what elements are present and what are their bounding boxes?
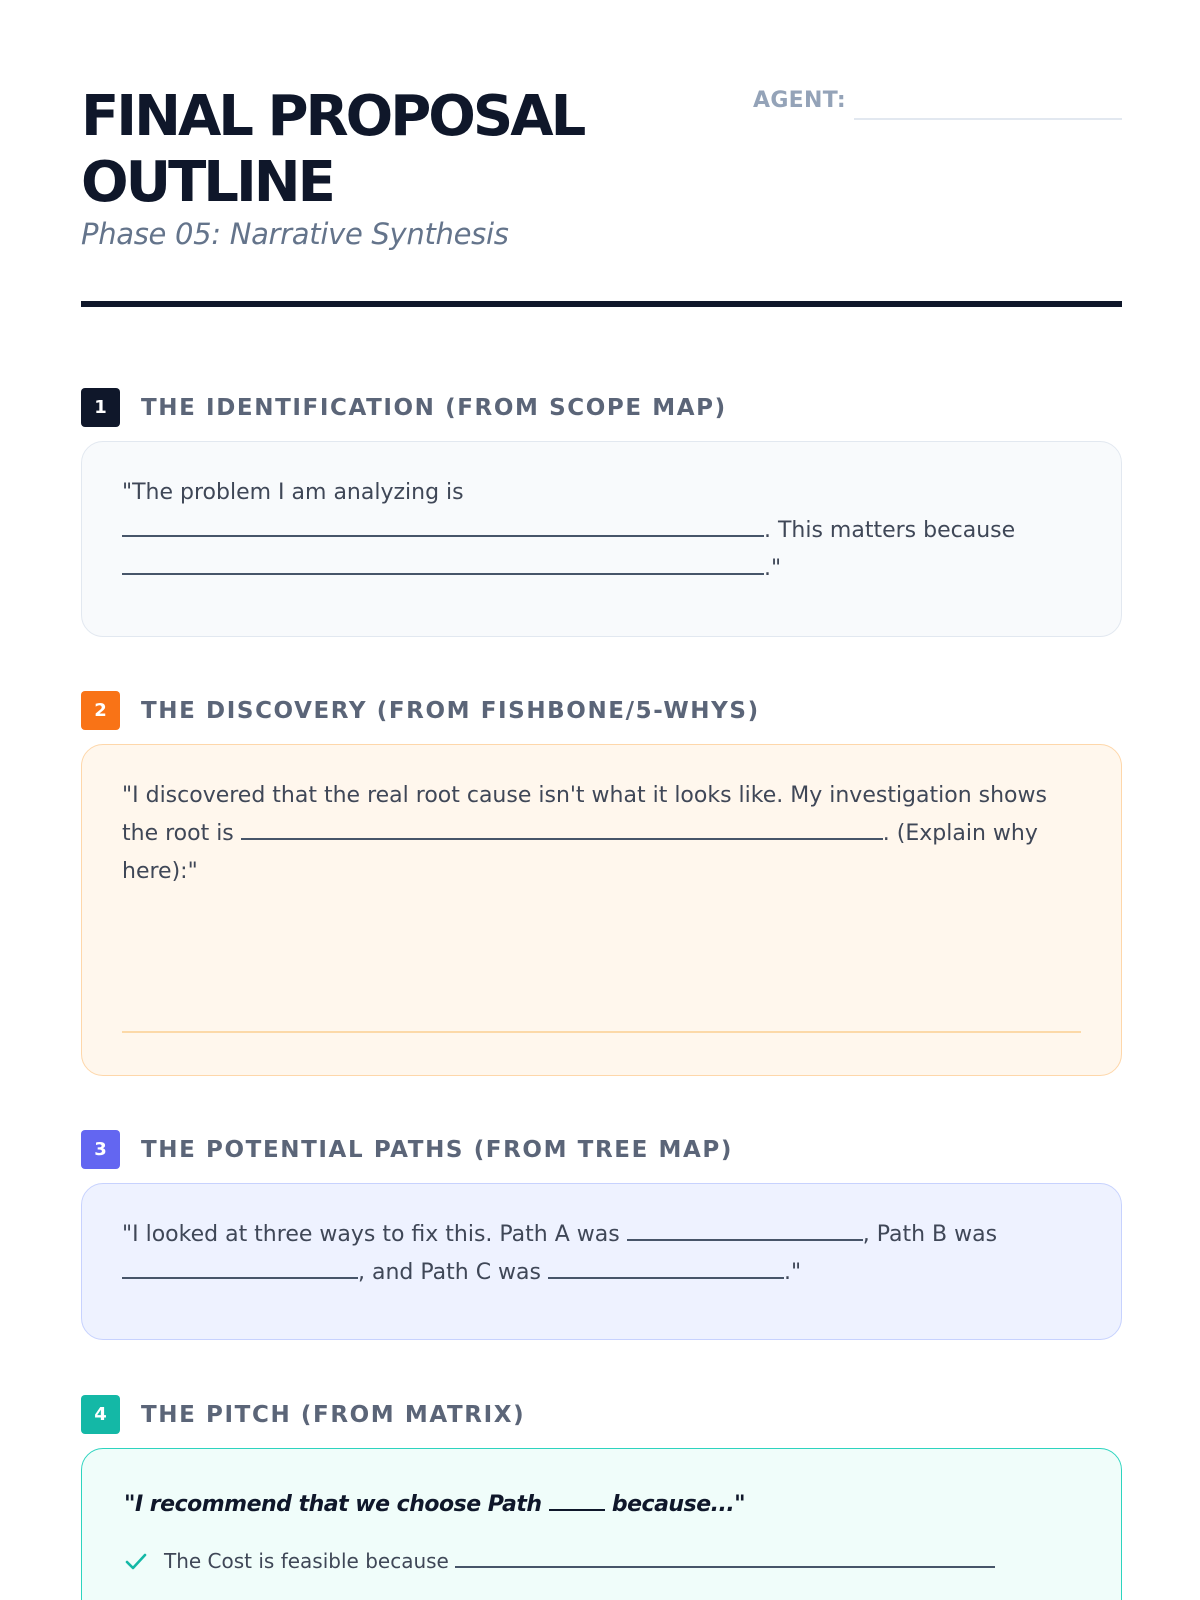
root-cause-blank[interactable] [241, 818, 883, 840]
section-number-badge: 3 [81, 1130, 120, 1169]
section-paths-header [81, 1130, 1122, 1170]
prompt-text: ." [764, 556, 782, 581]
paths-card [81, 1183, 1122, 1340]
check-icon [124, 1551, 148, 1573]
paths-prompt [122, 1216, 1081, 1292]
pitch-lead [124, 1489, 745, 1517]
prompt-text: "I discovered that the real root cause isn't what it looks like. My investigation shows the root is [122, 783, 1047, 846]
section-title: THE POTENTIAL PATHS (FROM TREE MAP) [141, 1137, 733, 1163]
section-number-badge: 2 [81, 691, 120, 730]
pitch-card [81, 1448, 1122, 1600]
prompt-text: "I looked at three ways to fix this. Path A was [122, 1222, 620, 1247]
section-number-badge: 1 [81, 388, 120, 427]
page-title [81, 84, 701, 216]
cost-reason-blank[interactable] [455, 1550, 995, 1568]
pitch-text: because..." [611, 1492, 746, 1517]
prompt-text: . This matters because [764, 518, 1016, 543]
title-line-1: FINAL PROPOSAL [81, 84, 584, 149]
cost-check-row [124, 1547, 1024, 1577]
path-a-blank[interactable] [627, 1219, 863, 1241]
section-number-badge: 4 [81, 1395, 120, 1434]
prompt-text: , Path B was [862, 1222, 998, 1247]
discovery-card [81, 744, 1122, 1076]
problem-blank[interactable] [122, 515, 764, 537]
title-line-2: OUTLINE [81, 150, 333, 215]
explanation-writing-line[interactable] [122, 1031, 1081, 1033]
pitch-text: "I recommend that we choose Path [124, 1492, 542, 1517]
section-discovery-header [81, 691, 1122, 731]
identification-prompt [122, 474, 1081, 588]
header-divider [81, 301, 1122, 307]
section-identification-header [81, 388, 1122, 428]
page-subtitle: Phase 05: Narrative Synthesis [81, 217, 509, 251]
path-c-blank[interactable] [548, 1257, 784, 1279]
section-title: THE IDENTIFICATION (FROM SCOPE MAP) [141, 395, 727, 421]
path-b-blank[interactable] [122, 1257, 358, 1279]
agent-label: AGENT: [753, 88, 846, 113]
identification-card [81, 441, 1122, 637]
page-header [81, 84, 1122, 304]
prompt-text: "The problem I am analyzing is [122, 480, 464, 505]
prompt-text: , and Path C was [358, 1260, 541, 1285]
agent-name-field[interactable] [854, 118, 1122, 120]
section-pitch-header [81, 1395, 1122, 1435]
discovery-prompt [122, 777, 1081, 891]
check-label: The Cost is feasible because [164, 1549, 449, 1573]
prompt-text: . (Explain why here):" [122, 821, 1038, 884]
chosen-path-blank[interactable] [549, 1489, 605, 1511]
check-text [164, 1549, 995, 1573]
reason-blank[interactable] [122, 553, 764, 575]
section-title: THE PITCH (FROM MATRIX) [141, 1402, 526, 1428]
section-title: THE DISCOVERY (FROM FISHBONE/5-WHYS) [141, 698, 760, 724]
proposal-page [81, 0, 1122, 1600]
prompt-text: ." [783, 1260, 802, 1285]
